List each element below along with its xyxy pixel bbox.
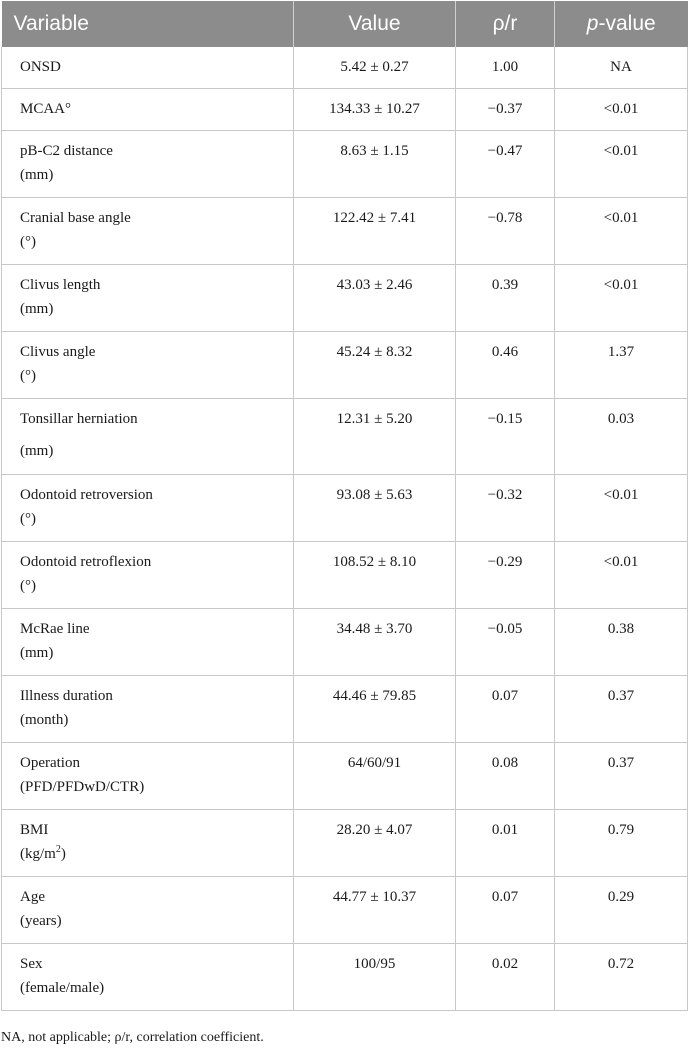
table-row xyxy=(2,331,688,398)
variable-unit: (PFD/PFDwD/CTR) xyxy=(20,778,145,795)
cell-value: 122.42 ± 7.41 xyxy=(294,197,456,264)
cell-p: <0.01 xyxy=(555,197,688,264)
cell-value: 44.46 ± 79.85 xyxy=(294,675,456,742)
cell-rho: 0.01 xyxy=(456,809,555,876)
cell-value: 44.77 ± 10.37 xyxy=(294,876,456,943)
cell-variable xyxy=(2,809,294,876)
table-row xyxy=(2,943,688,1010)
cell-p: 0.79 xyxy=(555,809,688,876)
table-row xyxy=(2,742,688,809)
variable-name: pB-C2 distance xyxy=(20,142,113,159)
cell-value: 45.24 ± 8.32 xyxy=(294,331,456,398)
variable-name: Cranial base angle xyxy=(20,209,131,226)
variable-name: Odontoid retroflexion xyxy=(20,553,152,570)
variable-name: Operation xyxy=(20,754,80,771)
variable-unit: (°) xyxy=(20,577,36,594)
variable-name: MCAA° xyxy=(20,100,72,117)
table-row xyxy=(2,264,688,331)
cell-variable xyxy=(2,675,294,742)
table-row xyxy=(2,608,688,675)
cell-p: 0.72 xyxy=(555,943,688,1010)
cell-value: 100/95 xyxy=(294,943,456,1010)
variable-name: Odontoid retroversion xyxy=(20,486,153,503)
cell-rho: 0.02 xyxy=(456,943,555,1010)
variable-unit: (°) xyxy=(20,233,36,250)
variable-unit: (mm) xyxy=(20,644,54,661)
header-variable: Variable xyxy=(2,1,294,47)
unit-superscript: 2 xyxy=(55,843,61,855)
cell-variable xyxy=(2,608,294,675)
cell-value: 134.33 ± 10.27 xyxy=(294,88,456,130)
cell-p: 0.03 xyxy=(555,398,688,474)
cell-p: <0.01 xyxy=(555,130,688,197)
variable-name: Clivus length xyxy=(20,276,101,293)
header-rho: ρ/r xyxy=(456,1,555,47)
cell-rho: 0.08 xyxy=(456,742,555,809)
header-p-italic: p xyxy=(586,12,599,35)
cell-rho: −0.15 xyxy=(456,398,555,474)
table-row xyxy=(2,130,688,197)
cell-value: 12.31 ± 5.20 xyxy=(294,398,456,474)
cell-variable xyxy=(2,742,294,809)
variable-name: Tonsillar herniation xyxy=(20,410,138,427)
cell-rho: −0.05 xyxy=(456,608,555,675)
variable-unit xyxy=(20,842,293,866)
cell-p: <0.01 xyxy=(555,88,688,130)
table-row xyxy=(2,47,688,88)
table-row xyxy=(2,88,688,130)
cell-variable xyxy=(2,130,294,197)
cell-value: 8.63 ± 1.15 xyxy=(294,130,456,197)
cell-value: 108.52 ± 8.10 xyxy=(294,541,456,608)
cell-rho: −0.78 xyxy=(456,197,555,264)
cell-rho: −0.37 xyxy=(456,88,555,130)
variable-unit: (female/male) xyxy=(20,979,105,996)
table-row xyxy=(2,675,688,742)
cell-variable xyxy=(2,197,294,264)
variable-unit: (°) xyxy=(20,367,36,384)
cell-rho: −0.32 xyxy=(456,474,555,541)
variable-unit: (mm) xyxy=(20,300,54,317)
cell-value: 93.08 ± 5.63 xyxy=(294,474,456,541)
table-header-row xyxy=(2,1,688,47)
variable-unit: (mm) xyxy=(20,166,54,183)
cell-variable xyxy=(2,943,294,1010)
cell-rho: 1.00 xyxy=(456,47,555,88)
table-row xyxy=(2,809,688,876)
cell-variable xyxy=(2,541,294,608)
variable-unit: (mm) xyxy=(20,442,54,459)
cell-variable xyxy=(2,47,294,88)
cell-value: 43.03 ± 2.46 xyxy=(294,264,456,331)
cell-variable xyxy=(2,474,294,541)
table-row xyxy=(2,398,688,474)
cell-variable xyxy=(2,331,294,398)
cell-variable xyxy=(2,264,294,331)
header-value: Value xyxy=(294,1,456,47)
table-row xyxy=(2,197,688,264)
variable-name: Illness duration xyxy=(20,687,113,704)
variable-name: Clivus angle xyxy=(20,343,96,360)
table-row xyxy=(2,541,688,608)
cell-p: 0.37 xyxy=(555,675,688,742)
header-p-value xyxy=(555,1,688,47)
cell-p: <0.01 xyxy=(555,474,688,541)
cell-variable xyxy=(2,876,294,943)
cell-p: 0.38 xyxy=(555,608,688,675)
unit-base: (kg/m xyxy=(20,845,56,862)
variable-name: BMI xyxy=(20,821,49,838)
cell-rho: 0.07 xyxy=(456,675,555,742)
table-row xyxy=(2,474,688,541)
cell-p: NA xyxy=(555,47,688,88)
cell-rho: 0.07 xyxy=(456,876,555,943)
cell-value: 28.20 ± 4.07 xyxy=(294,809,456,876)
cell-rho: −0.29 xyxy=(456,541,555,608)
variable-name: Sex xyxy=(20,955,43,972)
variable-unit: (month) xyxy=(20,711,69,728)
header-p-rest: -value xyxy=(598,12,656,35)
variable-name: ONSD xyxy=(20,59,61,75)
variable-unit: (years) xyxy=(20,912,62,929)
variable-unit: (°) xyxy=(20,510,36,527)
variable-name: Age xyxy=(20,888,45,905)
cell-p: 1.37 xyxy=(555,331,688,398)
cell-variable xyxy=(2,88,294,130)
cell-p: <0.01 xyxy=(555,264,688,331)
table-footnote: NA, not applicable; ρ/r, correlation coefficient. xyxy=(1,1030,264,1045)
cell-variable xyxy=(2,398,294,474)
unit-close: ) xyxy=(60,845,66,862)
cell-rho: 0.46 xyxy=(456,331,555,398)
cell-value: 64/60/91 xyxy=(294,742,456,809)
cell-p: 0.29 xyxy=(555,876,688,943)
table-row xyxy=(2,876,688,943)
cell-rho: −0.47 xyxy=(456,130,555,197)
cell-value: 5.42 ± 0.27 xyxy=(294,47,456,88)
variable-name: McRae line xyxy=(20,620,90,637)
correlation-table xyxy=(1,1,688,1011)
cell-p: <0.01 xyxy=(555,541,688,608)
cell-p: 0.37 xyxy=(555,742,688,809)
cell-value: 34.48 ± 3.70 xyxy=(294,608,456,675)
cell-rho: 0.39 xyxy=(456,264,555,331)
